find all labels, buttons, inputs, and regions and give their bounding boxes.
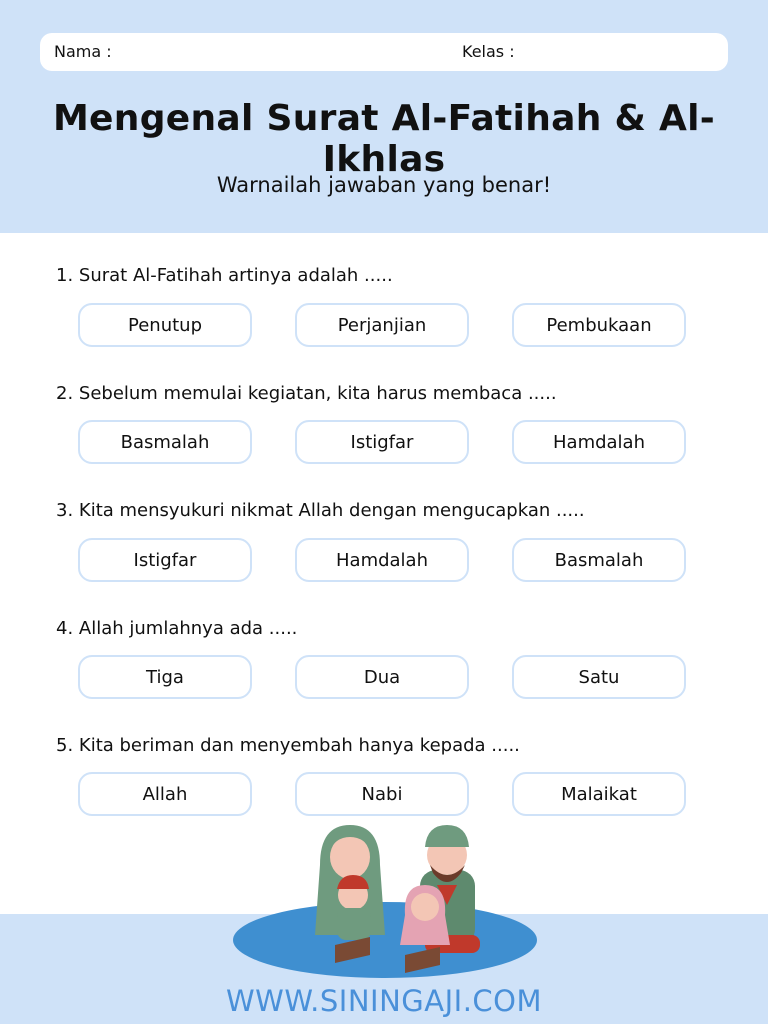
q1-option-3[interactable]: Pembukaan [512, 303, 686, 347]
q4-option-2[interactable]: Dua [295, 655, 469, 699]
question-3: 3. Kita mensyukuri nikmat Allah dengan mengucapkan ..... [56, 500, 585, 521]
q3-option-2[interactable]: Hamdalah [295, 538, 469, 582]
q5-option-1[interactable]: Allah [78, 772, 252, 816]
question-5: 5. Kita beriman dan menyembah hanya kepada ..... [56, 735, 520, 756]
question-2: 2. Sebelum memulai kegiatan, kita harus membaca ..... [56, 383, 557, 404]
class-label: Kelas : [462, 42, 515, 61]
q1-option-1[interactable]: Penutup [78, 303, 252, 347]
family-reading-illustration [225, 815, 545, 985]
question-4: 4. Allah jumlahnya ada ..... [56, 618, 298, 639]
name-label: Nama : [54, 42, 112, 61]
q1-option-2[interactable]: Perjanjian [295, 303, 469, 347]
q2-option-1[interactable]: Basmalah [78, 420, 252, 464]
website-url[interactable]: WWW.SININGAJI.COM [225, 984, 543, 1018]
question-1: 1. Surat Al-Fatihah artinya adalah ..... [56, 265, 393, 286]
q5-option-3[interactable]: Malaikat [512, 772, 686, 816]
q3-option-1[interactable]: Istigfar [78, 538, 252, 582]
worksheet-title: Mengenal Surat Al-Fatihah & Al-Ikhlas [52, 98, 716, 180]
q4-option-3[interactable]: Satu [512, 655, 686, 699]
q2-option-3[interactable]: Hamdalah [512, 420, 686, 464]
q3-option-3[interactable]: Basmalah [512, 538, 686, 582]
q2-option-2[interactable]: Istigfar [295, 420, 469, 464]
q5-option-2[interactable]: Nabi [295, 772, 469, 816]
name-class-bar [40, 33, 728, 71]
instruction-text: Warnailah jawaban yang benar! [216, 173, 552, 197]
q4-option-1[interactable]: Tiga [78, 655, 252, 699]
